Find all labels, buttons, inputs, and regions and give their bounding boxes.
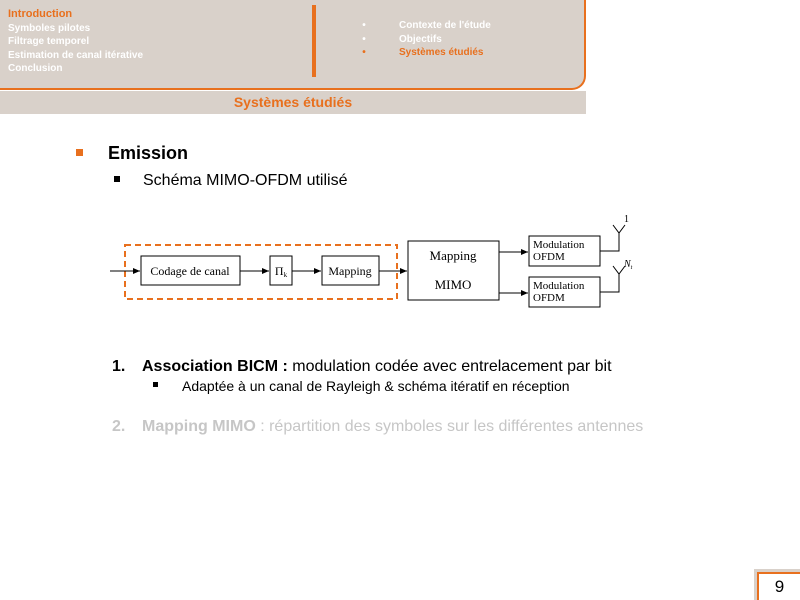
mod1-label-1: Modulation	[533, 239, 585, 251]
outline-item-contexte[interactable]	[360, 19, 491, 33]
section-outline	[360, 19, 491, 60]
square-bullet-icon	[153, 382, 158, 387]
outline-item-objectifs[interactable]	[360, 33, 491, 47]
toc-item-estimation-canal[interactable]: Estimation de canal itérative	[8, 49, 144, 61]
page-number: 9	[757, 572, 800, 600]
mimo-ofdm-diagram	[100, 205, 660, 320]
toc-item-conclusion[interactable]: Conclusion	[8, 63, 63, 74]
header-divider	[312, 5, 316, 77]
list-item-title: Association BICM :	[142, 358, 288, 375]
mod2-label-1: Modulation	[533, 280, 585, 292]
list-item-title: Mapping MIMO	[142, 418, 256, 435]
mod1-label-2: OFDM	[533, 251, 565, 263]
list-item-mapping-mimo	[112, 418, 643, 436]
bullet-icon: •	[362, 20, 366, 31]
list-number: 2.	[112, 418, 126, 435]
header-panel	[0, 0, 586, 90]
coding-label: Codage de canal	[150, 264, 230, 278]
antenna-nt-label: $N_t$	[624, 259, 633, 271]
subheading-schema: Schéma MIMO-OFDM utilisé	[143, 172, 348, 189]
toc-item-symboles-pilotes[interactable]: Symboles pilotes	[8, 22, 91, 34]
bullet-icon: •	[362, 47, 366, 58]
list-number: 1.	[112, 358, 126, 375]
outline-item-label: Objectifs	[399, 33, 442, 45]
list-item-text: modulation codée avec entrelacement par bit	[287, 358, 612, 375]
sub-item-rayleigh: Adaptée à un canal de Rayleigh & schéma itératif en réception	[182, 378, 570, 394]
mapping-mimo-label-1: Mapping	[429, 248, 477, 263]
table-of-contents	[8, 8, 143, 76]
slide-title: Systèmes étudiés	[0, 91, 586, 114]
outline-item-label: Systèmes étudiés	[399, 47, 484, 58]
square-bullet-icon	[114, 176, 120, 182]
mod2-label-2: OFDM	[533, 292, 565, 304]
list-item-bicm	[112, 358, 612, 376]
mapping-label: Mapping	[328, 264, 372, 278]
square-bullet-icon	[76, 149, 83, 156]
mapping-mimo-label-2: MIMO	[434, 277, 472, 292]
antenna-1-label: 1	[624, 214, 629, 225]
outline-item-label: Contexte de l'étude	[399, 20, 491, 31]
interleaver-label: Πk	[274, 264, 288, 279]
toc-item-introduction[interactable]: Introduction	[8, 8, 73, 20]
heading-emission: Emission	[108, 143, 189, 163]
list-item-text: : répartition des symboles sur les différentes antennes	[255, 418, 644, 435]
antenna-1-feed	[600, 233, 619, 251]
toc-item-filtrage-temporel[interactable]: Filtrage temporel	[8, 36, 90, 47]
bullet-icon: •	[362, 33, 366, 45]
outline-item-systemes[interactable]	[360, 46, 491, 60]
antenna-1-icon	[613, 225, 625, 233]
antenna-nt-feed	[600, 274, 619, 292]
